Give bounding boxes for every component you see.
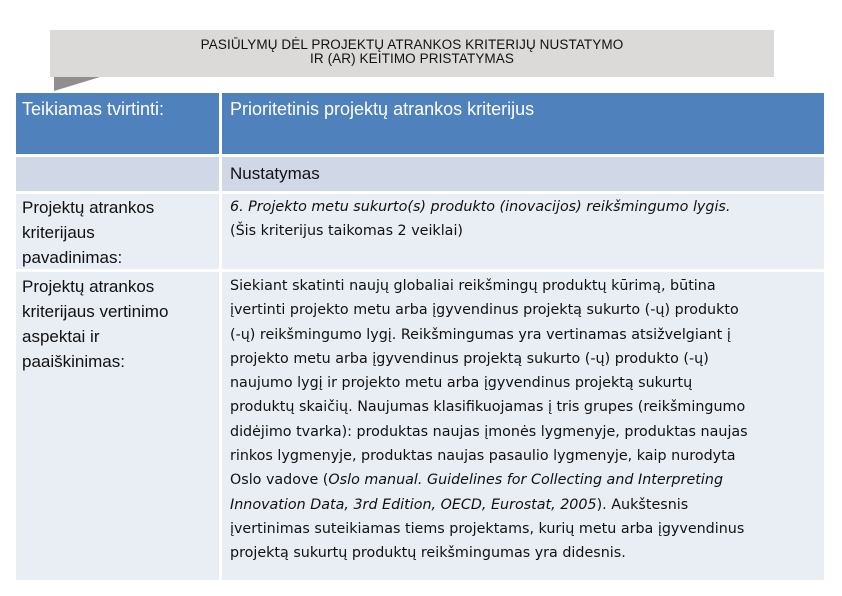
row2-value-line: didėjimo tvarka): produktas naujas įmonės lygmenyje, produktas naujas (230, 423, 748, 440)
row2-value (230, 274, 748, 566)
row1-label-line: kriterijaus (22, 223, 95, 242)
row2-value-cell (222, 272, 824, 580)
row2-value-line: projektą sukurtų produktų reikšmingumas yra didesnis. (230, 545, 626, 562)
row1-label-line: pavadinimas: (22, 248, 123, 267)
row2-label-cell (16, 272, 219, 580)
row1-value (230, 195, 730, 244)
page-title (50, 38, 774, 66)
row1-label-cell (16, 194, 219, 269)
row2-value-line (230, 468, 748, 492)
row2-value-line: įvertinti projekto metu arba įgyvendinus projektą sukurto (-ų) produkto (230, 302, 739, 319)
header-cell-right (222, 93, 824, 154)
row1-value-line: (Šis kriterijus taikomas 2 veiklai) (230, 223, 463, 240)
row1-label-line: Projektų atrankos (22, 198, 155, 217)
row2-label (22, 274, 168, 374)
row2-label-line: kriterijaus vertinimo (22, 302, 169, 321)
banner-fold-decoration (54, 77, 100, 91)
row2-value-line: įvertinimas suteikiamas tiems projektams, kurių metu arba įgyvendinus (230, 520, 745, 537)
row2-value-citation-title: Oslo manual. Guidelines for Collecting and Interpreting (328, 472, 724, 489)
subheader-cell-left (16, 157, 219, 191)
subheader-right-text: Nustatymas (230, 164, 320, 183)
row2-value-line: (-ų) reikšmingumo lygį. Reikšmingumas yra vertinamas atsižvelgiant į (230, 326, 731, 343)
row2-label-line: paaiškinimas: (22, 352, 125, 371)
row2-value-line (230, 493, 748, 517)
row2-value-line: projekto metu arba įgyvendinus projektą sukurto (-ų) produkto (-ų) (230, 350, 709, 367)
row2-value-citation-source: Innovation Data, 3rd Edition, OECD, Eurostat, 2005 (230, 496, 597, 513)
row2-value-fragment: ). Aukštesnis (596, 496, 689, 513)
row2-value-fragment: Oslo vadove ( (230, 472, 329, 489)
row2-label-line: aspektai ir (22, 327, 100, 346)
title-line-1: PASIŪLYMŲ DĖL PROJEKTŲ ATRANKOS KRITERIJŲ NUSTATYMO (200, 37, 624, 52)
header-right-text: Prioritetinis projektų atrankos kriterijus (230, 99, 535, 119)
row1-label (22, 195, 154, 270)
title-line-2: IR (AR) KEITIMO PRISTATYMAS (310, 51, 514, 66)
header-cell-left (16, 93, 219, 154)
header-left-text: Teikiamas tvirtinti: (22, 99, 165, 119)
row1-value-cell (222, 194, 824, 269)
row2-value-line: produktų skaičių. Naujumas klasifikuojamas į tris grupes (reikšmingumo (230, 399, 746, 416)
row2-value-line: rinkos lygmenyje, produktas naujas pasaulio lygmenyje, kaip nurodyta (230, 448, 736, 465)
row2-label-line: Projektų atrankos (22, 277, 155, 296)
row2-value-line: naujumo lygį ir projekto metu arba įgyvendinus projektą sukurtų (230, 375, 693, 392)
row1-value-line: 6. Projekto metu sukurto(s) produkto (inovacijos) reikšmingumo lygis. (230, 199, 731, 215)
subheader-cell-right (222, 157, 824, 191)
row2-value-line: Siekiant skatinti naujų globaliai reikšmingų produktų kūrimą, būtina (230, 278, 716, 294)
